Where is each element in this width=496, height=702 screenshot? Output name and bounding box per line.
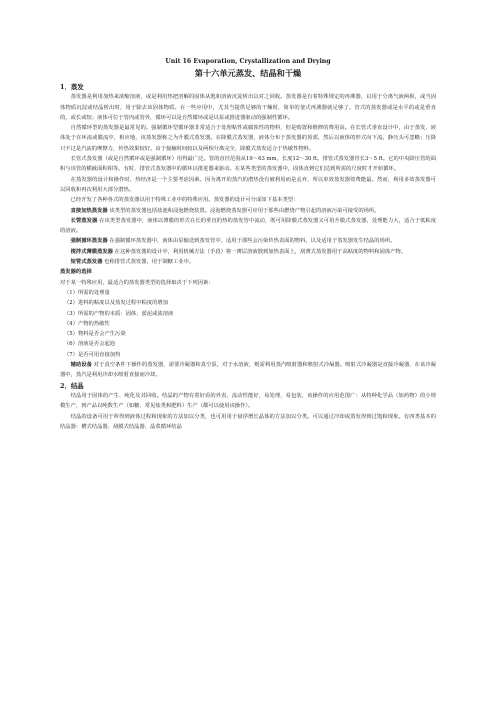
aux-text: 对于真空条件下操作的蒸发器，需要冷凝器和真空泵，对于水溶液，则需利用蒸汽喷射器和喷射式冷凝器。喷射式冷凝器是直接冷凝器，在该冷凝器中，蒸汽是利用冷却水喷射直接而冷却。 [60,362,436,379]
title-chinese: 第十六单元蒸发、结晶和干燥 [194,68,302,78]
factor-item: （2）进料的粘度以及蒸发过程中粘度的增加 [64,300,169,307]
evaporator-type [60,206,436,216]
title-english: Unit 16 Evaporation, Crystallization and Drying [165,58,331,65]
aux-term: 辅助设备 [70,362,92,369]
factor-item: （1）所需的处理量 [64,289,110,296]
factor-item: （7）是否可用直接加热 [64,351,121,358]
type-text: 也称排管式蒸发器，用于制糖工业中。 [104,259,195,266]
factor-item: （4）产物的热敏性 [64,320,110,327]
section-heading-evaporation: 1．蒸发 [60,83,84,91]
selection-heading: 蒸发器的选择 [60,269,92,276]
type-term: 强制循环蒸发器 [70,238,108,245]
type-term: 短管式蒸发器 [70,259,103,266]
evaporator-type [60,236,436,246]
paragraph: 在蒸发器的设计和操作时，热经济是一个主要考虑因素。因为离开的蒸汽的潜热没有被利用而是丢弃，所以单效蒸发器效费能最。然而，利用多效蒸发器可以回收和再次利用大部分潜热。 [60,176,436,193]
factor-item: （6）溶液是否会起泡 [64,341,116,348]
type-text: 在这种蒸发器的设计中，利用机械方法（手段）将一薄层溶液散到加热表面上，刮薄式蒸发器用于高粘度的物料和固体产物。 [114,248,407,255]
section-heading-crystallization: 2．结晶 [60,381,84,390]
type-text: 在该类型蒸发器中，液体以薄膜的形式在长的垂直的热的蒸发管中流动，既可用降膜式蒸发器又可用升膜式蒸发器，处理能力大，适合于低粘度的溶液。 [60,217,436,235]
paragraph: 结晶的设备可用于所得到液体过程和现象的方法加以分类，也可用用于悬浮增长晶体的方法加以分类。可以通过冷却或蒸发得到过饱和现象。有四类基本的结晶器：槽式结晶器、刮膜式结晶器、晶浆循环结晶 [60,413,436,430]
evaporator-type [60,247,436,257]
type-term: 长管蒸发器 [70,217,98,224]
selection-intro: 对于某一特殊应用，最适合的蒸发器类型的选择取决于下列因素： [60,279,214,286]
paragraph: 结晶用于固体的产生、纯化及其回收。结晶的产物有着好看的外表，流动性能好，易处理，易包装，该操作的应用范围广：从特种化学品（如药物）的小规模生产，到产品以吨数生产（如糖、常见盐类和肥料）生产（都可以使用该操作）。 [60,392,436,410]
paragraph: 长管式蒸发器（或是自然循环或是强制循环）用得最广泛。管的直径范围从19～63 mm，长度12～30 ft。排管式蒸发器管长3～5 ft。它的中央降压管的面积与该管的横截面积相等。有时，排管式蒸发器中的循环以推进器来驱动。在某些类型的蒸发器中，固体直到它们达到所需的尺度时才开始循环。 [60,156,436,173]
factor-item: （3）所需的产物的本质：固体、淤泥或浓溶液 [64,310,174,317]
evaporator-type [60,216,436,237]
type-term: 搅拌式薄膜蒸发器 [70,248,113,255]
paragraph: 蒸发器是利用加热来浓缩溶液，或是利用热把溶解的固体从饱和溶液沉淀析出以对之回收。蒸发器是有着特殊规定的再沸器，以用于分离气液两相，或当固体物质沉淀或结晶析出时，用于除去该固体物质。在一些应用中，尤其当提供足够的干燥时，简单的釜式再沸器就足够了。管式的蒸发器或是水平的或是垂直的，或长或短；液体可位于管内或管外，循环可以是自然循环或是以泵或推进器驱动的强制性循环。 [60,94,436,121]
paragraph: 已经开发了各种各式的蒸发器以用于特殊工业中的特殊应用。蒸发器的设计可分成如下基本类型： [70,197,299,204]
type-text: 该类型的蒸发器包括盐池和浸泡燃烧装置。浸泡燃烧蒸发器可应用于那些由燃烧产物引起的溶液污染可接受的场所。 [109,207,380,214]
evaporator-type [60,257,436,267]
type-term: 直接加热蒸发器 [70,207,108,214]
type-text: 在强制循环蒸发器中，液体由泵输送到蒸发管中，适用于那些会污染传热表面的物料，以及适用于蒸发器发生结晶的场所。 [109,238,396,245]
paragraph: 自然循环型的蒸发器是最常见的。强制循环型循环器非常适合于处理粘性或腐蚀性的物料，但是购置和维修的费用高。在长管式垂直设计中，由于蒸发，液体处于在环流或膜流中，相应地，该蒸发器称之为升膜式蒸发器。在降膜式蒸发器，液体分布于蒸发器的顶部，然后以液体的形式向下流。静压头可忽略；压降只不过是汽流的摩擦力，传热效果较好。由于接触时间较以及两相分离完全，降膜式蒸发适合于热敏性物料。 [60,125,436,152]
factor-item: （5）物料是否会产生污染 [64,331,126,338]
auxiliary-equipment [60,360,436,381]
